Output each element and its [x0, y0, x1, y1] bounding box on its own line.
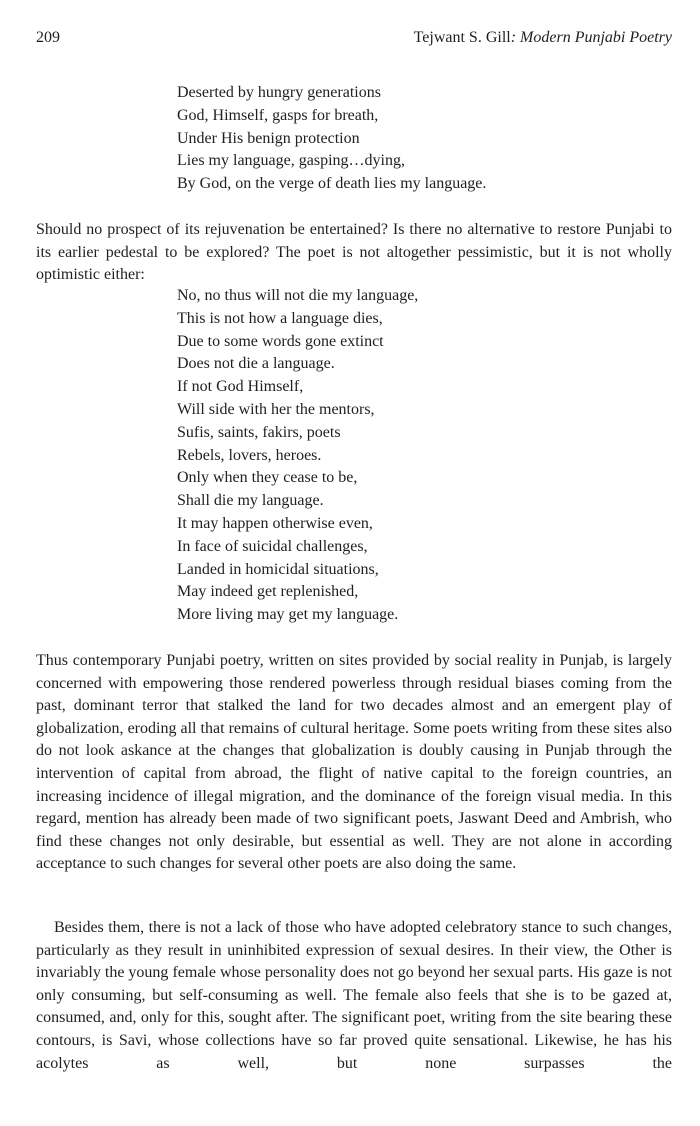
poem-line: Under His benign protection — [177, 129, 360, 147]
poem-line: No, no thus will not die my language, — [177, 287, 419, 304]
poem-line: If not God Himself, — [177, 378, 304, 396]
running-head-separator: : — [510, 29, 521, 46]
poem-line: God, Himself, gasps for breath, — [177, 106, 379, 124]
poem-line: Shall die my language. — [177, 492, 324, 510]
poem-line: Sufis, saints, fakirs, poets — [177, 423, 341, 441]
poem-line: May indeed get replenished, — [177, 583, 359, 601]
body-paragraph-2: Thus contemporary Punjabi poetry, written on sites provided by social reality in Punjab, is largely concerned with empowering those rendered powerless through residual biases coming from the past, dominant terror that stalked the land for two decades almost and an emergent play of globalization, eroding all that remains of cultural heritage. Some poets writing from these sites also do not look askance at the changes that globalization is doubly causing in Punjab through the intervention of capital from abroad, the flight of native capital to the foreign countries, an increasing incidence of illegal migration, and the dominance of the foreign visual media. In this regard, mention has already been made of two significant poets, Jaswant Deed and Ambrish, who find these changes not only desirable, but essential as well. They are not alone in according acceptance to such changes for several other poets are also doing the same. — [36, 652, 672, 873]
poem-line: Rebels, lovers, heroes. — [177, 446, 322, 464]
poem-line: This is not how a language dies, — [177, 309, 383, 327]
poem-line: Due to some words gone extinct — [177, 332, 384, 350]
running-head — [414, 28, 672, 48]
running-head-author: Tejwant S. Gill — [413, 29, 511, 46]
poem-line: Does not die a language. — [177, 355, 335, 373]
poem-line: More living may get my language. — [177, 606, 399, 624]
poem-line: Will side with her the mentors, — [177, 400, 375, 418]
poem-line: By God, on the verge of death lies my language. — [177, 175, 487, 193]
poem-excerpt-1 — [177, 82, 486, 196]
poem-line: Landed in homicidal situations, — [177, 560, 379, 578]
poem-line: It may happen otherwise even, — [177, 514, 373, 532]
poem-line: Only when they cease to be, — [177, 469, 358, 487]
body-paragraph-3: Besides them, there is not a lack of those who have adopted celebratory stance to such changes, particularly as they result in uninhibited expression of sexual desires. In their view, the Other is invariably the young female whose personality does not go beyond her sexual parts. His gaze is not only consuming, but self-consuming as well. The female also feels that she is to be gazed at, consumed, and, only for this, sought after. The significant poet, writing from the site bearing these contours, is Savi, whose collections have so far proved quite sensational. Likewise, he has his acolytes as well, but none surpasses the — [36, 919, 672, 1072]
body-paragraph-1: Should no prospect of its rejuvenation be entertained? Is there no alternative to restore Punjabi to its earlier pedestal to be explored? The poet is not altogether pessimistic, but it is not wholly optimistic either: — [36, 221, 672, 284]
page-number: 209 — [36, 29, 60, 46]
poem-line: Lies my language, gasping…dying, — [177, 152, 405, 170]
running-head-book-title: Modern Punjabi Poetry — [520, 29, 672, 46]
poem-line: In face of suicidal challenges, — [177, 537, 368, 555]
page-header — [36, 28, 672, 50]
poem-line: Deserted by hungry generations — [177, 84, 381, 101]
poem-excerpt-2 — [177, 285, 418, 627]
